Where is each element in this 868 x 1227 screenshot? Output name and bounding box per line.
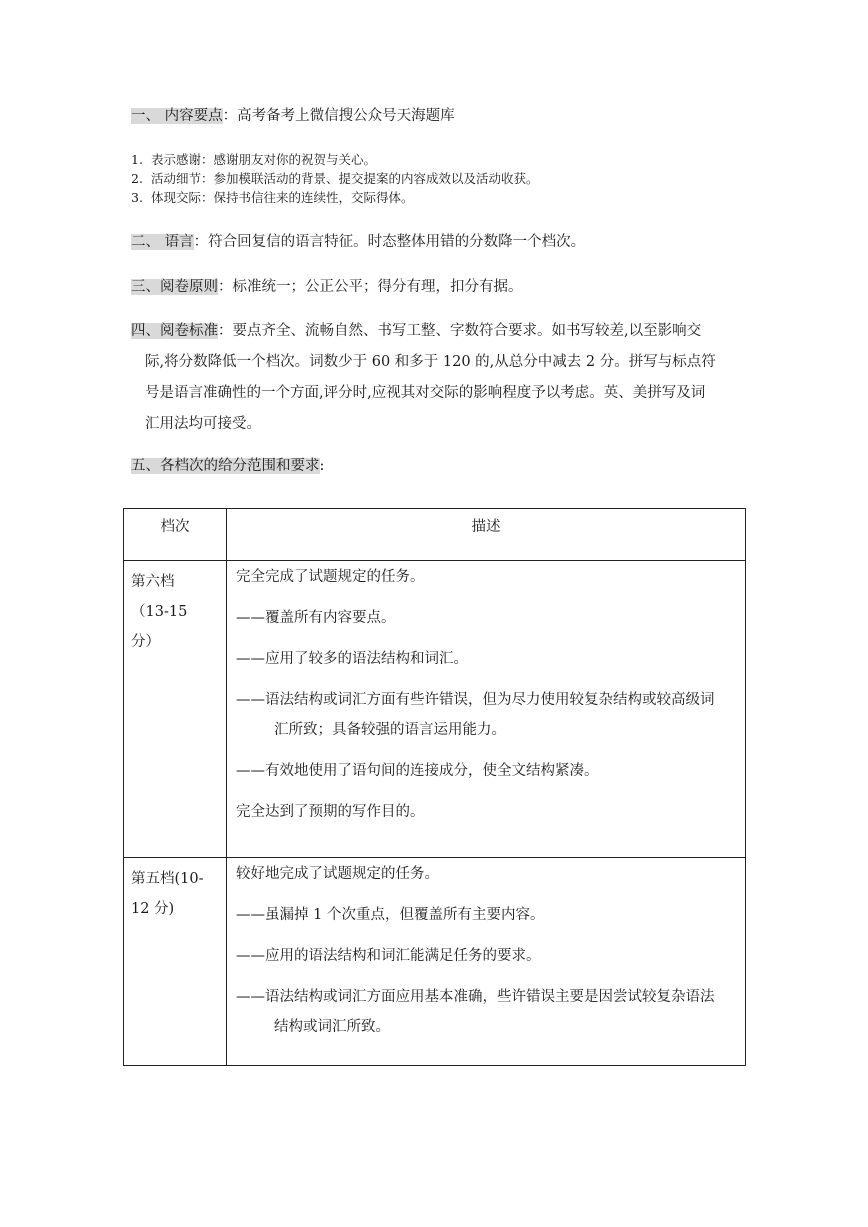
- description-line: ——虽漏掉 1 个次重点，但覆盖所有主要内容。: [236, 907, 545, 923]
- header-grade: 档次: [124, 509, 227, 561]
- description-line: ——有效地使用了语句间的连接成分，使全文结构紧凑。: [236, 763, 599, 779]
- description-cell: [227, 561, 746, 858]
- list-item: [131, 151, 376, 169]
- section-4-line-3: 号是语言准确性的一个方面,评分时,应视其对交际的影响程度予以考虑。英、美拼写及词: [145, 385, 706, 401]
- section-3-label: 三、阅卷原则: [131, 279, 218, 295]
- list-text: 体现交际：保持书信往来的连续性，交际得体。: [151, 190, 414, 205]
- description-line: [236, 690, 735, 740]
- grade-name: 第六档: [131, 574, 175, 590]
- description-line: ——覆盖所有内容要点。: [236, 610, 396, 626]
- description-continuation: 汇所致；具备较强的语言运用能力。: [274, 722, 506, 738]
- section-2-label: 二、 语言: [131, 234, 194, 250]
- section-1-label: 一、 内容要点: [131, 108, 223, 124]
- table-row: [124, 858, 746, 1066]
- table-row: [124, 561, 746, 858]
- description-text: ——语法结构或词汇方面有些许错误，但为尽力使用较复杂结构或较高级词: [236, 692, 715, 708]
- section-2-heading: [131, 232, 585, 252]
- description-cell: [227, 858, 746, 1066]
- grade-range: 12 分): [131, 901, 175, 917]
- section-2-text: ：符合回复信的语言特征。时态整体用错的分数降一个档次。: [193, 234, 586, 250]
- grade-range: （13-15: [131, 604, 188, 620]
- description-line: ——应用的语法结构和词汇能满足任务的要求。: [236, 948, 541, 964]
- section-4-line-4: 汇用法均可接受。: [145, 416, 261, 432]
- grade-cell: [124, 858, 227, 1066]
- grading-table: [123, 508, 746, 1066]
- header-description: 描述: [227, 509, 746, 561]
- section-5-label: 五、各档次的给分范围和要求: [131, 458, 320, 474]
- section-5-heading: [131, 456, 324, 476]
- table-header-row: [124, 509, 746, 561]
- description-text: ——语法结构或词汇方面应用基本准确，些许错误主要是因尝试较复杂语法: [236, 989, 715, 1005]
- description-continuation: 结构或词汇所致。: [274, 1019, 390, 1035]
- grade-range-unit: 分）: [131, 634, 160, 650]
- section-4-label: 四、阅卷标准: [131, 323, 218, 339]
- grade-name: 第五档(10-: [131, 871, 204, 887]
- section-4-line-1: ：要点齐全、流畅自然、书写工整、字数符合要求。如书写较差,以至影响交: [218, 323, 702, 339]
- section-4-line-2: 际,将分数降低一个档次。词数少于 60 和多于 120 的,从总分中减去 2 分。拼写与标点符: [145, 354, 716, 370]
- list-number: 1.: [131, 152, 143, 167]
- description-line: 较好地完成了试题规定的任务。: [236, 866, 439, 882]
- section-4-paragraph: [131, 316, 751, 440]
- description-line: 完全达到了预期的写作目的。: [236, 804, 425, 820]
- list-text: 表示感谢：感谢朋友对你的祝贺与关心。: [151, 152, 377, 167]
- section-1-heading: [131, 106, 455, 126]
- description-line: 完全完成了试题规定的任务。: [236, 569, 425, 585]
- section-1-text: ：高考备考上微信搜公众号天海题库: [222, 108, 455, 124]
- grade-cell: [124, 561, 227, 858]
- section-5-text: :: [319, 458, 325, 474]
- list-number: 3.: [131, 190, 143, 205]
- list-item: [131, 189, 414, 207]
- section-3-heading: [131, 277, 523, 297]
- section-3-text: ：标准统一；公正公平；得分有理，扣分有据。: [218, 279, 523, 295]
- description-line: [236, 987, 735, 1037]
- description-line: ——应用了较多的语法结构和词汇。: [236, 651, 468, 667]
- list-item: [131, 170, 539, 188]
- list-number: 2.: [131, 171, 143, 186]
- list-text: 活动细节：参加模联活动的背景、提交提案的内容成效以及活动收获。: [151, 171, 539, 186]
